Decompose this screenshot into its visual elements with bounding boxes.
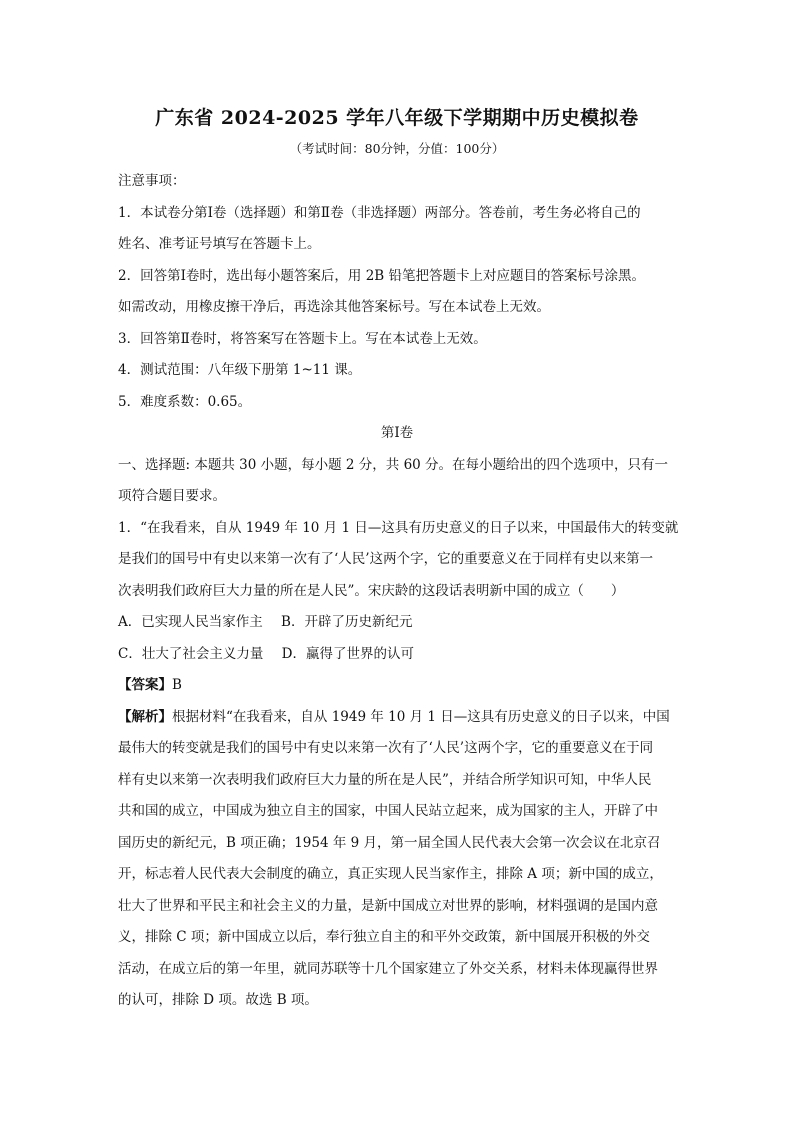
- analysis-text-1: 根据材料“在我看来，自从 1949 年 10 月 1 日—这具有历史意义的日子以来，中国: [172, 708, 670, 725]
- section-intro: [118, 450, 676, 513]
- analysis-line-8: 义，排除 C 项；新中国成立以后，奉行独立自主的和平外交政策，新中国展开积极的外交: [118, 929, 650, 945]
- note-item-4: 4．测试范围：八年级下册第 1~11 课。: [118, 362, 362, 378]
- note-item-1-line-1: 1．本试卷分第Ⅰ卷（选择题）和第Ⅱ卷（非选择题）两部分。答卷前，考生务必将自己的: [118, 204, 641, 221]
- answer-value: B: [172, 677, 182, 693]
- analysis-line-2: 最伟大的转变就是我们的国号中有史以来第一次有了‘人民’这两个字，它的重要意义在于同: [118, 740, 654, 756]
- exam-info-subtitle: （考试时间：80分钟，分值：100分）: [289, 141, 505, 156]
- note-item-3: 3．回答第Ⅱ卷时，将答案写在答题卡上。写在本试卷上无效。: [118, 330, 487, 347]
- option-b: B．开辟了历史新纪元: [281, 614, 413, 630]
- option-c: C．壮大了社会主义力量: [118, 645, 264, 662]
- analysis-line-5: 国历史的新纪元，B 项正确；1954 年 9 月，第一届全国人民代表大会第一次会议在北京召: [118, 834, 661, 851]
- analysis-line-6: 开，标志着人民代表大会制度的确立，真正实现人民当家作主，排除 A 项；新中国的成立，: [118, 866, 663, 882]
- answer-line: [118, 670, 676, 702]
- notes-heading: 注意事项：: [118, 173, 186, 189]
- exam-page: [118, 100, 679, 1017]
- analysis-block: [118, 702, 676, 1017]
- analysis-label: 【解析】: [118, 708, 172, 725]
- question-stem-line-2: 是我们的国号中有史以来第一次有了‘人民’这两个字，它的重要意义在于同样有史以来第一: [118, 551, 654, 567]
- note-item-5: 5．难度系数：0.65。: [118, 393, 252, 410]
- volume-title: 第Ⅰ卷: [380, 425, 414, 441]
- analysis-line-3: 样有史以来第一次表明我们政府巨大力量的所在是人民”，并结合所学知识可知，中华人民: [118, 771, 652, 788]
- note-item-1-line-2: 姓名、准考证号填写在答题卡上。: [118, 236, 321, 252]
- question-1: [118, 513, 679, 1017]
- page-title: 广东省 2024-2025 学年八年级下学期期中历史模拟卷: [155, 107, 639, 129]
- section-intro-line-1: 一、选择题: 本题共 30 小题，每小题 2 分，共 60 分。在每小题给出的四个选项中，只有一: [118, 456, 669, 473]
- note-item-2-line-1: 2．回答第Ⅰ卷时，选出每小题答案后，用 2B 铅笔把答题卡上对应题目的答案标号涂黑。: [118, 267, 646, 284]
- analysis-line-4: 共和国的成立，中国成为独立自主的国家，中国人民站立起来，成为国家的主人，开辟了中: [118, 803, 658, 819]
- analysis-line-10: 的认可，排除 D 项。故选 B 项。: [118, 992, 318, 1008]
- section-intro-line-2: 项符合题目要求。: [118, 488, 226, 504]
- options-row-cd: [118, 639, 676, 671]
- analysis-line-1: [118, 702, 676, 734]
- option-d: D．赢得了世界的认可: [281, 645, 414, 662]
- option-a: A．已实现人民当家作主: [118, 614, 263, 630]
- question-stem-line-1: 1．“在我看来，自从 1949 年 10 月 1 日—这具有历史意义的日子以来，中国最伟大的转变就: [118, 519, 679, 536]
- notes-section: [118, 166, 676, 418]
- note-item-2-line-2: 如需改动，用橡皮擦干净后，再选涂其他答案标号。写在本试卷上无效。: [118, 299, 550, 315]
- answer-label: 【答案】: [118, 677, 172, 693]
- analysis-line-9: 活动，在成立后的第一年里，就同苏联等十几个国家建立了外交关系，材料未体现赢得世界: [118, 960, 658, 977]
- analysis-line-7: 壮大了世界和平民主和社会主义的力量，是新中国成立对世界的影响，材料强调的是国内意: [118, 897, 658, 914]
- question-stem-line-3: 次表明我们政府巨大力量的所在是人民”。宋庆龄的这段话表明新中国的成立（ ）: [118, 582, 625, 599]
- options-row-ab: [118, 607, 676, 639]
